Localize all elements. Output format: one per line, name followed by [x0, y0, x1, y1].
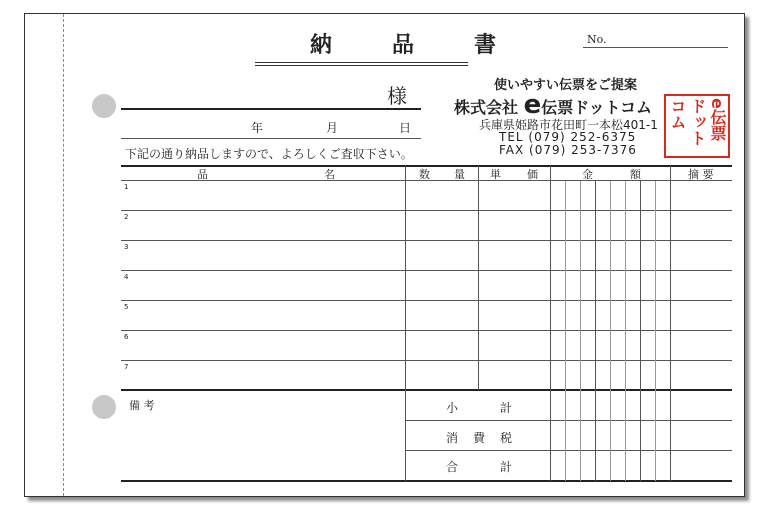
company-seal-stamp — [664, 94, 730, 158]
company-address: 兵庫県姫路市花田町一本松401-1 — [479, 118, 658, 132]
tax-char: 税 — [500, 431, 513, 445]
row-number: 2 — [124, 213, 129, 221]
honorific-label: 様 — [387, 84, 407, 108]
header-price-char: 価 — [527, 168, 538, 181]
date-month-label: 月 — [326, 121, 339, 135]
remarks-label: 備 考 — [129, 399, 155, 412]
date-day-label: 日 — [399, 121, 412, 135]
number-label: No. — [587, 33, 607, 46]
amount-column-line — [550, 166, 551, 481]
number-field[interactable] — [583, 47, 728, 48]
row-number: 1 — [124, 183, 129, 191]
price-column-line — [478, 166, 479, 390]
total-char: 計 — [500, 460, 513, 474]
header-qty-char: 量 — [454, 168, 465, 181]
company-fax: FAX (079) 253-7376 — [499, 143, 637, 157]
header-item-char: 品 — [197, 168, 208, 181]
header-amount-char: 額 — [630, 168, 641, 181]
header-price-char: 単 — [490, 168, 501, 181]
perforation-line — [63, 14, 64, 496]
digit-line — [625, 181, 626, 481]
document-title — [310, 28, 556, 59]
row-number: 5 — [124, 303, 129, 311]
date-year-label: 年 — [251, 121, 264, 135]
header-amount-char: 金 — [582, 168, 593, 181]
company-name-main: 伝票ドットコム — [541, 98, 652, 117]
total-char: 合 — [446, 460, 459, 474]
company-tagline: 使いやすい伝票をご提案 — [494, 78, 638, 93]
digit-line — [580, 181, 581, 481]
row-number: 6 — [124, 333, 129, 341]
company-logo-e: e — [523, 90, 542, 120]
tax-char: 費 — [473, 431, 486, 445]
title-underline — [255, 65, 468, 66]
digit-separator — [640, 181, 641, 481]
title-underline — [255, 62, 468, 63]
header-item-char: 名 — [324, 168, 335, 181]
stamp-line: ドット — [688, 98, 707, 146]
subtotal-char: 小 — [446, 401, 459, 415]
title-char: 書 — [474, 32, 498, 58]
digit-line — [565, 181, 566, 481]
qty-column-line — [405, 166, 406, 481]
stamp-line: コム — [668, 98, 687, 130]
digit-line — [655, 181, 656, 481]
header-notes: 摘 要 — [688, 168, 714, 181]
summary-row-line — [405, 450, 732, 451]
addressee-field[interactable] — [121, 108, 421, 110]
summary-row-line — [405, 420, 732, 421]
company-tel: TEL (079) 252-6375 — [499, 130, 637, 144]
punch-hole-top — [92, 94, 116, 118]
company-name-prefix: 株式会社 — [454, 98, 519, 117]
row-number: 3 — [124, 243, 129, 251]
punch-hole-bottom — [92, 395, 116, 419]
header-qty-char: 数 — [419, 168, 430, 181]
subtotal-char: 計 — [500, 401, 513, 415]
notes-column-line — [670, 166, 671, 481]
row-number: 7 — [124, 363, 129, 371]
tax-char: 消 — [446, 431, 459, 445]
stamp-line: e伝票 — [708, 98, 727, 141]
title-char: 品 — [392, 32, 416, 58]
date-field[interactable] — [121, 138, 421, 139]
digit-line — [610, 181, 611, 481]
row-number: 4 — [124, 273, 129, 281]
digit-separator — [595, 181, 596, 481]
delivery-message: 下記の通り納品しますので、よろしくご査収下さい。 — [125, 147, 413, 161]
title-char: 納 — [310, 32, 334, 58]
